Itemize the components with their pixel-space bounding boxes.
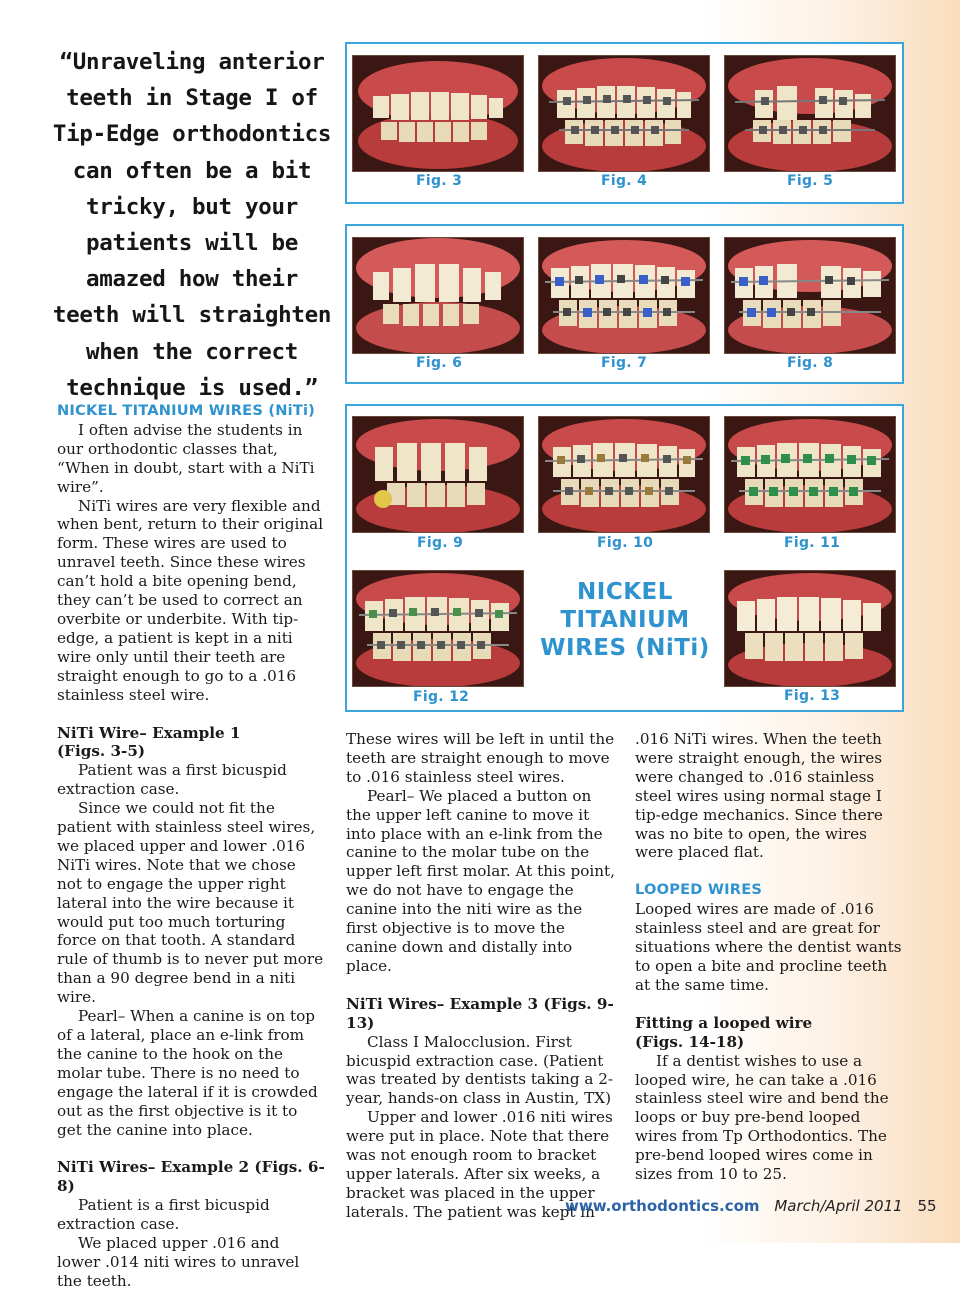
subheading-fitting-looped-wire: Fitting a looped wire — [635, 1013, 813, 1032]
fig-4-label: Fig. 4 — [601, 173, 648, 189]
photo-fig-13 — [724, 570, 896, 687]
subheading-example-3: NiTi Wires– Example 3 (Figs. 9-13) — [346, 994, 614, 1032]
fig-6-label: Fig. 6 — [416, 355, 463, 371]
subheading-fitting-figs: (Figs. 14-18) — [635, 1032, 745, 1051]
photo-fig-7 — [538, 237, 710, 354]
paragraph: Patient is a first bicuspid extraction case. — [57, 1196, 270, 1234]
paragraph: Pearl– When a canine is on top of a lateral, place an e-link from the canine to the hook on the molar tube. There is no need to engage the lateral if it is crowded out as the first objective is it to get the canine into place. — [57, 1007, 318, 1139]
paragraph: Since we could not fit the patient with stainless steel wires, we placed upper and lower .016 NiTi wires. Note that we chose not to engage the upper right lateral into the wire because it would put too much torturing force on that tooth. A standard rule of thumb is to never put more than a 90 degree bend in a niti wire. — [57, 799, 324, 1007]
pull-quote: “Unraveling anterior teeth in Stage I of Tip-Edge orthodontics can often be a bit tricky, but your patients will be amazed how their teeth will straighten when the correct technique is used.” — [52, 49, 332, 401]
photo-fig-10 — [538, 416, 710, 533]
subheading-example-1: NiTi Wire– Example 1 — [57, 723, 241, 742]
fig-8-label: Fig. 8 — [787, 355, 834, 371]
niti-panel-title — [540, 578, 710, 662]
paragraph: If a dentist wishes to use a looped wire, he can take a .016 stainless steel wire and bend the loops or buy pre-bend looped wires from Tp Orthodontics. The pre-bend looped wires come in sizes from 10 to 25. — [635, 1051, 889, 1184]
subheading-example-1-figs: (Figs. 3-5) — [57, 742, 146, 761]
footer-issue-date: March/April 2011 — [774, 1197, 903, 1215]
fig-13-label: Fig. 13 — [784, 688, 841, 704]
column-2 — [346, 730, 616, 1222]
paragraph: Patient was a first bicuspid extraction case. — [57, 761, 287, 799]
subheading-example-2: NiTi Wires– Example 2 (Figs. 6-8) — [57, 1158, 325, 1196]
photo-fig-11 — [724, 416, 896, 533]
paragraph: .016 NiTi wires. When the teeth were straight enough, the wires were changed to .016 stainless steel wires using normal stage I tip-edge mechanics. Since there was no bite to open, the wires were placed flat. — [635, 730, 883, 862]
niti-panel-title-line-1: NICKEL — [577, 579, 673, 605]
paragraph: Pearl– We placed a button on the upper left canine to move it into place with an e-link from the canine to the molar tube on the upper left first molar. At this point, we do not have to engage the canine into the niti wire as the first objective is to move the canine down and distally into place. — [346, 786, 615, 975]
paragraph: I often advise the students in our orthodontic classes that, “When in doubt, start with a NiTi wire”. — [57, 420, 315, 496]
paragraph: Looped wires are made of .016 stainless steel and are great for situations where the dentist wants to open a bite and procline teeth at the same time. — [635, 900, 902, 994]
photo-fig-12 — [352, 570, 524, 687]
fig-3-label: Fig. 3 — [416, 173, 463, 189]
paragraph: We placed upper .016 and lower .014 niti wires to unravel the teeth. — [57, 1234, 300, 1290]
photo-fig-3 — [352, 55, 524, 172]
page-number: 55 — [917, 1197, 937, 1215]
column-1 — [57, 402, 325, 1291]
paragraph: NiTi wires are very flexible and when bent, return to their original form. These wires are used to unravel teeth. Since these wires can’t hold a bite opening bend, they can’t be used to correct an overbite or underbite. With tip-edge, a patient is kept in a niti wire only until their teeth are straight enough to go to a .016 stainless steel wire. — [57, 496, 324, 704]
section-heading-niti: NICKEL TITANIUM WIRES (NiTi) — [57, 402, 316, 419]
page-footer — [565, 1197, 937, 1215]
footer-url-link[interactable]: www.orthodontics.com — [565, 1197, 760, 1215]
fig-9-label: Fig. 9 — [417, 535, 464, 551]
photo-fig-6 — [352, 237, 524, 354]
paragraph: Upper and lower .016 niti wires were put in place. Note that there was not enough room to bracket upper laterals. After six weeks, a bracket was placed in the upper laterals. The patient was kept in — [346, 1108, 613, 1221]
column-3 — [635, 730, 903, 1184]
fig-10-label: Fig. 10 — [597, 535, 654, 551]
paragraph: These wires will be left in until the teeth are straight enough to move to .016 stainless steel wires. — [346, 730, 615, 786]
fig-11-label: Fig. 11 — [784, 535, 841, 551]
section-heading-looped-wires: LOOPED WIRES — [635, 881, 763, 899]
photo-fig-5 — [724, 55, 896, 172]
fig-5-label: Fig. 5 — [787, 173, 834, 189]
niti-panel-title-line-2: TITANIUM — [560, 607, 690, 633]
fig-12-label: Fig. 12 — [413, 689, 470, 705]
photo-fig-8 — [724, 237, 896, 354]
photo-fig-9 — [352, 416, 524, 533]
photo-fig-4 — [538, 55, 710, 172]
paragraph: Class I Malocclusion. First bicuspid extraction case. (Patient was treated by dentists taking a 2-year, hands-on class in Austin, TX) — [346, 1032, 614, 1108]
fig-7-label: Fig. 7 — [601, 355, 648, 371]
niti-panel-title-line-3: WIRES (NiTi) — [540, 635, 710, 661]
